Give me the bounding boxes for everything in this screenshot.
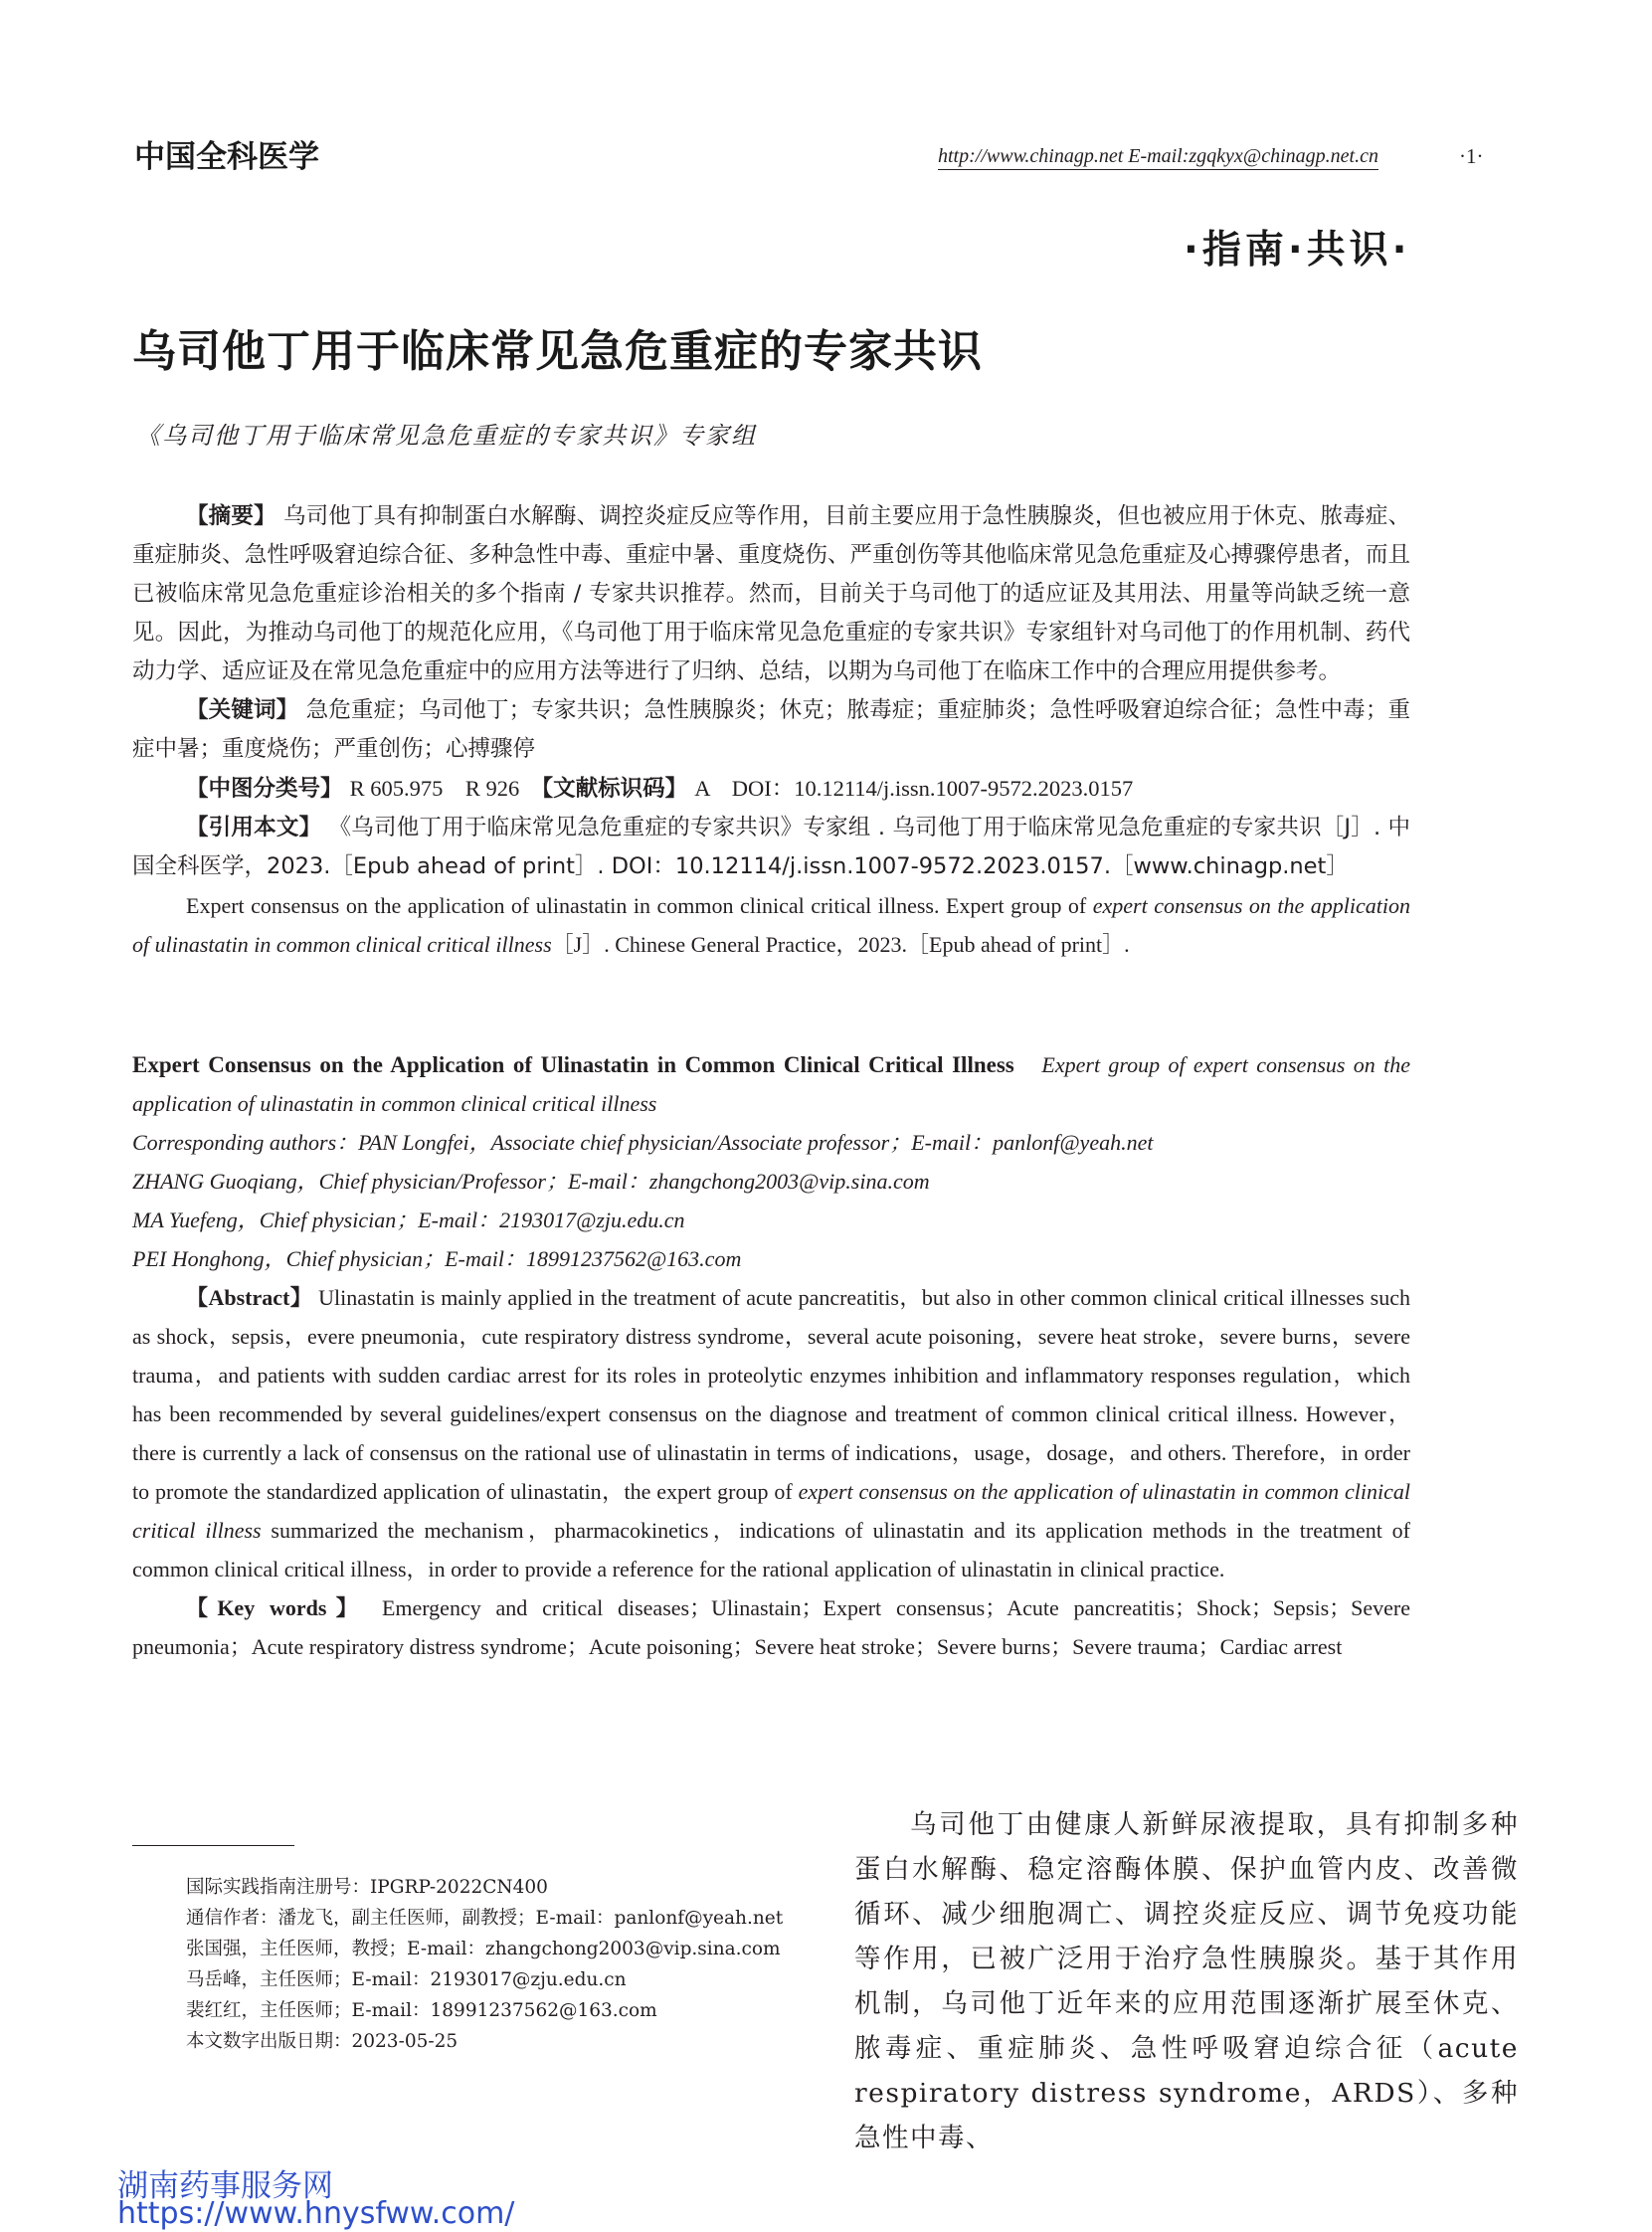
author-line: Corresponding authors：PAN Longfei，Associate chief physician/Associate professor；E-mail：panlonf@yeah.net — [132, 1130, 1154, 1155]
keywords-cn — [132, 691, 1410, 769]
citation-en-part1: Expert consensus on the application of ulinastatin in common clinical critical illness. Expert group of — [186, 893, 1093, 918]
citation-cn — [132, 809, 1410, 886]
doc-code-label: 【文献标识码】 — [541, 776, 688, 802]
corresponding-author-3 — [132, 1201, 1410, 1239]
abstract-en-part2: summarized the mechanism，pharmacokinetics，indications of ulinastatin and its application methods in the treatment of common clinical critical illness，in order to provide a reference for the rational application of ulinastatin in clinical practice. — [132, 1518, 1411, 1581]
body-text-column — [854, 1802, 1519, 2160]
abstract-en-part1: Ulinastatin is mainly applied in the treatment of acute pancreatitis，but also in other common clinical critical illnesses such as shock，sepsis，evere pneumonia，cute respiratory distress syndrome，several acute poisoning，severe heat stroke，severe burns，severe trauma，and patients with sudden cardiac arrest for its roles in proteolytic enzymes inhibition and inflammatory responses regulation，which has been recommended by several guidelines/expert consensus on the diagnose and treatment of common clinical critical illness. However，there is currently a lack of consensus on the rational use of ulinastatin in terms of indications，usage，dosage，and others. Therefore，in order to promote the standardized application of ulinastatin，the expert group of — [132, 1285, 1410, 1504]
footnote-author-zhang: 张国强，主任医师，教授；E-mail：zhangchong2003@vip.sina.com — [186, 1939, 781, 1959]
abstract-cn-label: 【摘要】 — [186, 503, 276, 529]
footnote-registration: 国际实践指南注册号：IPGRP-2022CN400 — [186, 1877, 548, 1898]
corresponding-author-4 — [132, 1239, 1410, 1278]
footnote-author-pei: 裴红红，主任医师；E-mail：18991237562@163.com — [186, 2000, 657, 2021]
author-line: PEI Honghong，Chief physician；E-mail：18991237562@163.com — [132, 1246, 742, 1271]
keywords-en — [132, 1588, 1410, 1666]
keywords-en-text: Emergency and critical diseases；Ulinastain；Expert consensus；Acute pancreatitis；Shock；Sepsis；Severe pneumonia；Acute respiratory distress syndrome；Acute poisoning；Severe heat stroke；Severe burns；Severe trauma；Cardiac arrest — [132, 1595, 1411, 1659]
author-byline: 《乌司他丁用于临床常见急危重症的专家共识》专家组 — [136, 422, 757, 450]
page-number: ·1· — [1459, 144, 1484, 168]
footnote-author-ma: 马岳峰，主任医师；E-mail：2193017@zju.edu.cn — [186, 1969, 627, 1990]
author-line: MA Yuefeng，Chief physician；E-mail：2193017@zju.edu.cn — [132, 1208, 685, 1232]
article-title: 乌司他丁用于临床常见急危重症的专家共识 — [132, 326, 983, 377]
keywords-en-label: 【Key words】 — [186, 1595, 368, 1620]
clc-label: 【中图分类号】 — [186, 776, 343, 802]
running-head-url[interactable]: http://www.chinagp.net E-mail:zgqkyx@chinagp.net.cn — [938, 145, 1378, 170]
keywords-cn-text: 急危重症；乌司他丁；专家共识；急性胰腺炎；休克；脓毒症；重症肺炎；急性呼吸窘迫综合征；急性中毒；重症中暑；重度烧伤；严重创伤；心搏骤停 — [132, 697, 1410, 762]
body-paragraph: 乌司他丁由健康人新鲜尿液提取，具有抑制多种蛋白水解酶、稳定溶酶体膜、保护血管内皮、改善微循环、减少细胞凋亡、调控炎症反应、调节免疫功能等作用，已被广泛用于治疗急性胰腺炎。基于其作用机制，乌司他丁近年来的应用范围逐渐扩展至休克、脓毒症、重症肺炎、急性呼吸窘迫综合征（acute respiratory distress syndrome，ARDS）、多种急性中毒、 — [854, 1809, 1519, 2153]
chinese-abstract-section — [132, 497, 1410, 964]
abstract-cn-text: 乌司他丁具有抑制蛋白水解酶、调控炎症反应等作用，目前主要应用于急性胰腺炎，但也被应用于休克、脓毒症、重症肺炎、急性呼吸窘迫综合征、多种急性中毒、重症中暑、重度烧伤、严重创伤等其他临床常见急危重症及心搏骤停患者，而且已被临床常见急危重症诊治相关的多个指南 / 专家共识推荐。然而，目前关于乌司他丁的适应证及其用法、用量等尚缺乏统一意见。因此，为推动乌司他丁的规范化应用，《乌司他丁用于临床常见急危重症的专家共识》专家组针对乌司他丁的作用机制、药代动力学、适应证及在常见急危重症中的应用方法等进行了归纳、总结，以期为乌司他丁在临床工作中的合理应用提供参考。 — [132, 503, 1410, 684]
citation-cn-label: 【引用本文】 — [186, 815, 322, 840]
watermark-url[interactable]: https://www.hnysfww.com/ — [117, 2196, 515, 2231]
doc-code-value: A DOI：10.12114/j.issn.1007-9572.2023.0157 — [694, 776, 1134, 801]
footnote-publish-date: 本文数字出版日期：2023-05-25 — [186, 2031, 459, 2052]
citation-en — [132, 886, 1410, 964]
column-tag: ·指南·共识· — [1184, 228, 1411, 273]
abstract-en — [132, 1278, 1410, 1588]
citation-cn-text: 《乌司他丁用于临床常见急危重症的专家共识》专家组 . 乌司他丁用于临床常见急危重症的专家共识［J］. 中国全科医学，2023.［Epub ahead of print］. DOI：10.12114/j.issn.1007-9572.2023.0157.［www.chinagp.net］ — [132, 815, 1410, 879]
journal-logo: 中国全科医学 — [134, 139, 319, 175]
english-group: Expert group of expert consensus on the application of ulinastatin in common clinical critical illness — [132, 1052, 1410, 1116]
footnotes — [132, 1872, 799, 2057]
abstract-en-italic: expert consensus on the application of ulinastatin in common clinical critical illness — [132, 1479, 1411, 1543]
english-abstract-section — [132, 1045, 1410, 1666]
footnote-corresponding-author: 通信作者：潘龙飞，副主任医师，副教授；E-mail：panlonf@yeah.net — [186, 1908, 784, 1929]
english-title-line — [132, 1045, 1410, 1123]
english-title: Expert Consensus on the Application of Ulinastatin in Common Clinical Critical Illness — [132, 1052, 1014, 1077]
clc-value: R 605.975 R 926 — [349, 776, 520, 801]
citation-en-italic: expert consensus on the application of ulinastatin in common clinical critical illness — [132, 893, 1411, 957]
abstract-en-label: 【Abstract】 — [186, 1285, 313, 1310]
author-line: ZHANG Guoqiang，Chief physician/Professor；E-mail：zhangchong2003@vip.sina.com — [132, 1169, 930, 1194]
watermark-site-name: 湖南药事服务网 — [117, 2168, 333, 2204]
corresponding-author-1 — [132, 1123, 1410, 1162]
footnote-divider — [132, 1845, 294, 1846]
citation-en-part2: ［J］. Chinese General Practice，2023.［Epub ahead of print］. — [551, 932, 1130, 957]
corresponding-author-2 — [132, 1162, 1410, 1201]
abstract-cn — [132, 497, 1410, 691]
keywords-cn-label: 【关键词】 — [186, 697, 299, 723]
classification-line — [132, 769, 1410, 809]
